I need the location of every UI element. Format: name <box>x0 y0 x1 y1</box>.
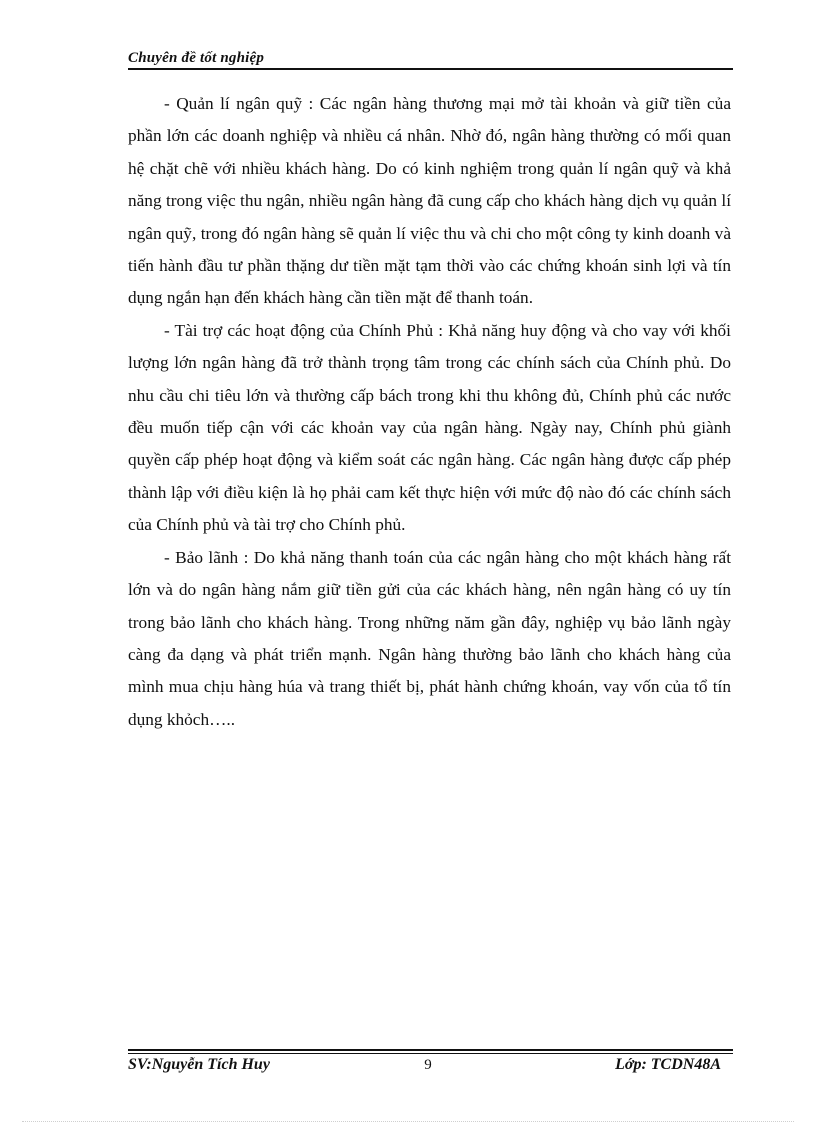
footer-rule-thin <box>128 1053 733 1054</box>
footer-class-label: Lớp: TCDN48A <box>615 1056 721 1073</box>
paragraph-treasury-management: - Quản lí ngân quỹ : Các ngân hàng thương mại mở tài khoản và giữ tiền của phần lớn các doanh nghiệp và nhiều cá nhân. Nhờ đó, ngân hàng thường có mối quan hệ chặt chẽ với nhiều khách hàng. Do có kinh nghiệm trong quản lí ngân quỹ và khả năng trong việc thu ngân, nhiều ngân hàng đã cung cấp cho khách hàng dịch vụ quản lí ngân quỹ, trong đó ngân hàng sẽ quản lí việc thu và chi cho một công ty kinh doanh và tiến hành đầu tư phần thặng dư tiền mặt tạm thời vào các chứng khoán sinh lợi và tín dụng ngắn hạn đến khách hàng cần tiền mặt để thanh toán. <box>128 94 731 308</box>
page-footer <box>128 1049 733 1079</box>
page-header <box>128 48 733 70</box>
document-body <box>128 88 731 736</box>
page-number: 9 <box>424 1057 432 1073</box>
footer-rule <box>128 1049 733 1051</box>
header-rule <box>128 68 733 70</box>
header-title: Chuyên đề tốt nghiệp <box>128 50 265 66</box>
paragraph-government-financing: - Tài trợ các hoạt động của Chính Phủ : Khả năng huy động và cho vay với khối lượng lớn ngân hàng đã trở thành trọng tâm trong các chính sách của Chính phủ. Do nhu cầu chi tiêu lớn và thường cấp bách trong khi thu không đủ, Chính phủ các nước đều muốn tiếp cận với các khoản vay của ngân hàng. Ngày nay, Chính phủ giành quyền cấp phép hoạt động và kiểm soát các ngân hàng. Các ngân hàng được cấp phép thành lập với điều kiện là họ phải cam kết thực hiện với mức độ nào đó các chính sách của Chính phủ và tài trợ cho Chính phủ. <box>128 320 731 535</box>
footer-student-name: SV:Nguyễn Tích Huy <box>128 1056 270 1073</box>
page-edge-divider <box>22 1121 794 1122</box>
paragraph-guarantee: - Bảo lãnh : Do khả năng thanh toán của các ngân hàng cho một khách hàng rất lớn và do ngân hàng nắm giữ tiền gửi của các khách hàng, nên ngân hàng có uy tín trong bảo lãnh cho khách hàng. Trong những năm gần đây, nghiệp vụ bảo lãnh ngày càng đa dạng và phát triển mạnh. Ngân hàng thường bảo lãnh cho khách hàng của mình mua chịu hàng húa và trang thiết bị, phát hành chứng khoán, vay vốn của tổ tín dụng khỏch….. <box>128 547 731 729</box>
